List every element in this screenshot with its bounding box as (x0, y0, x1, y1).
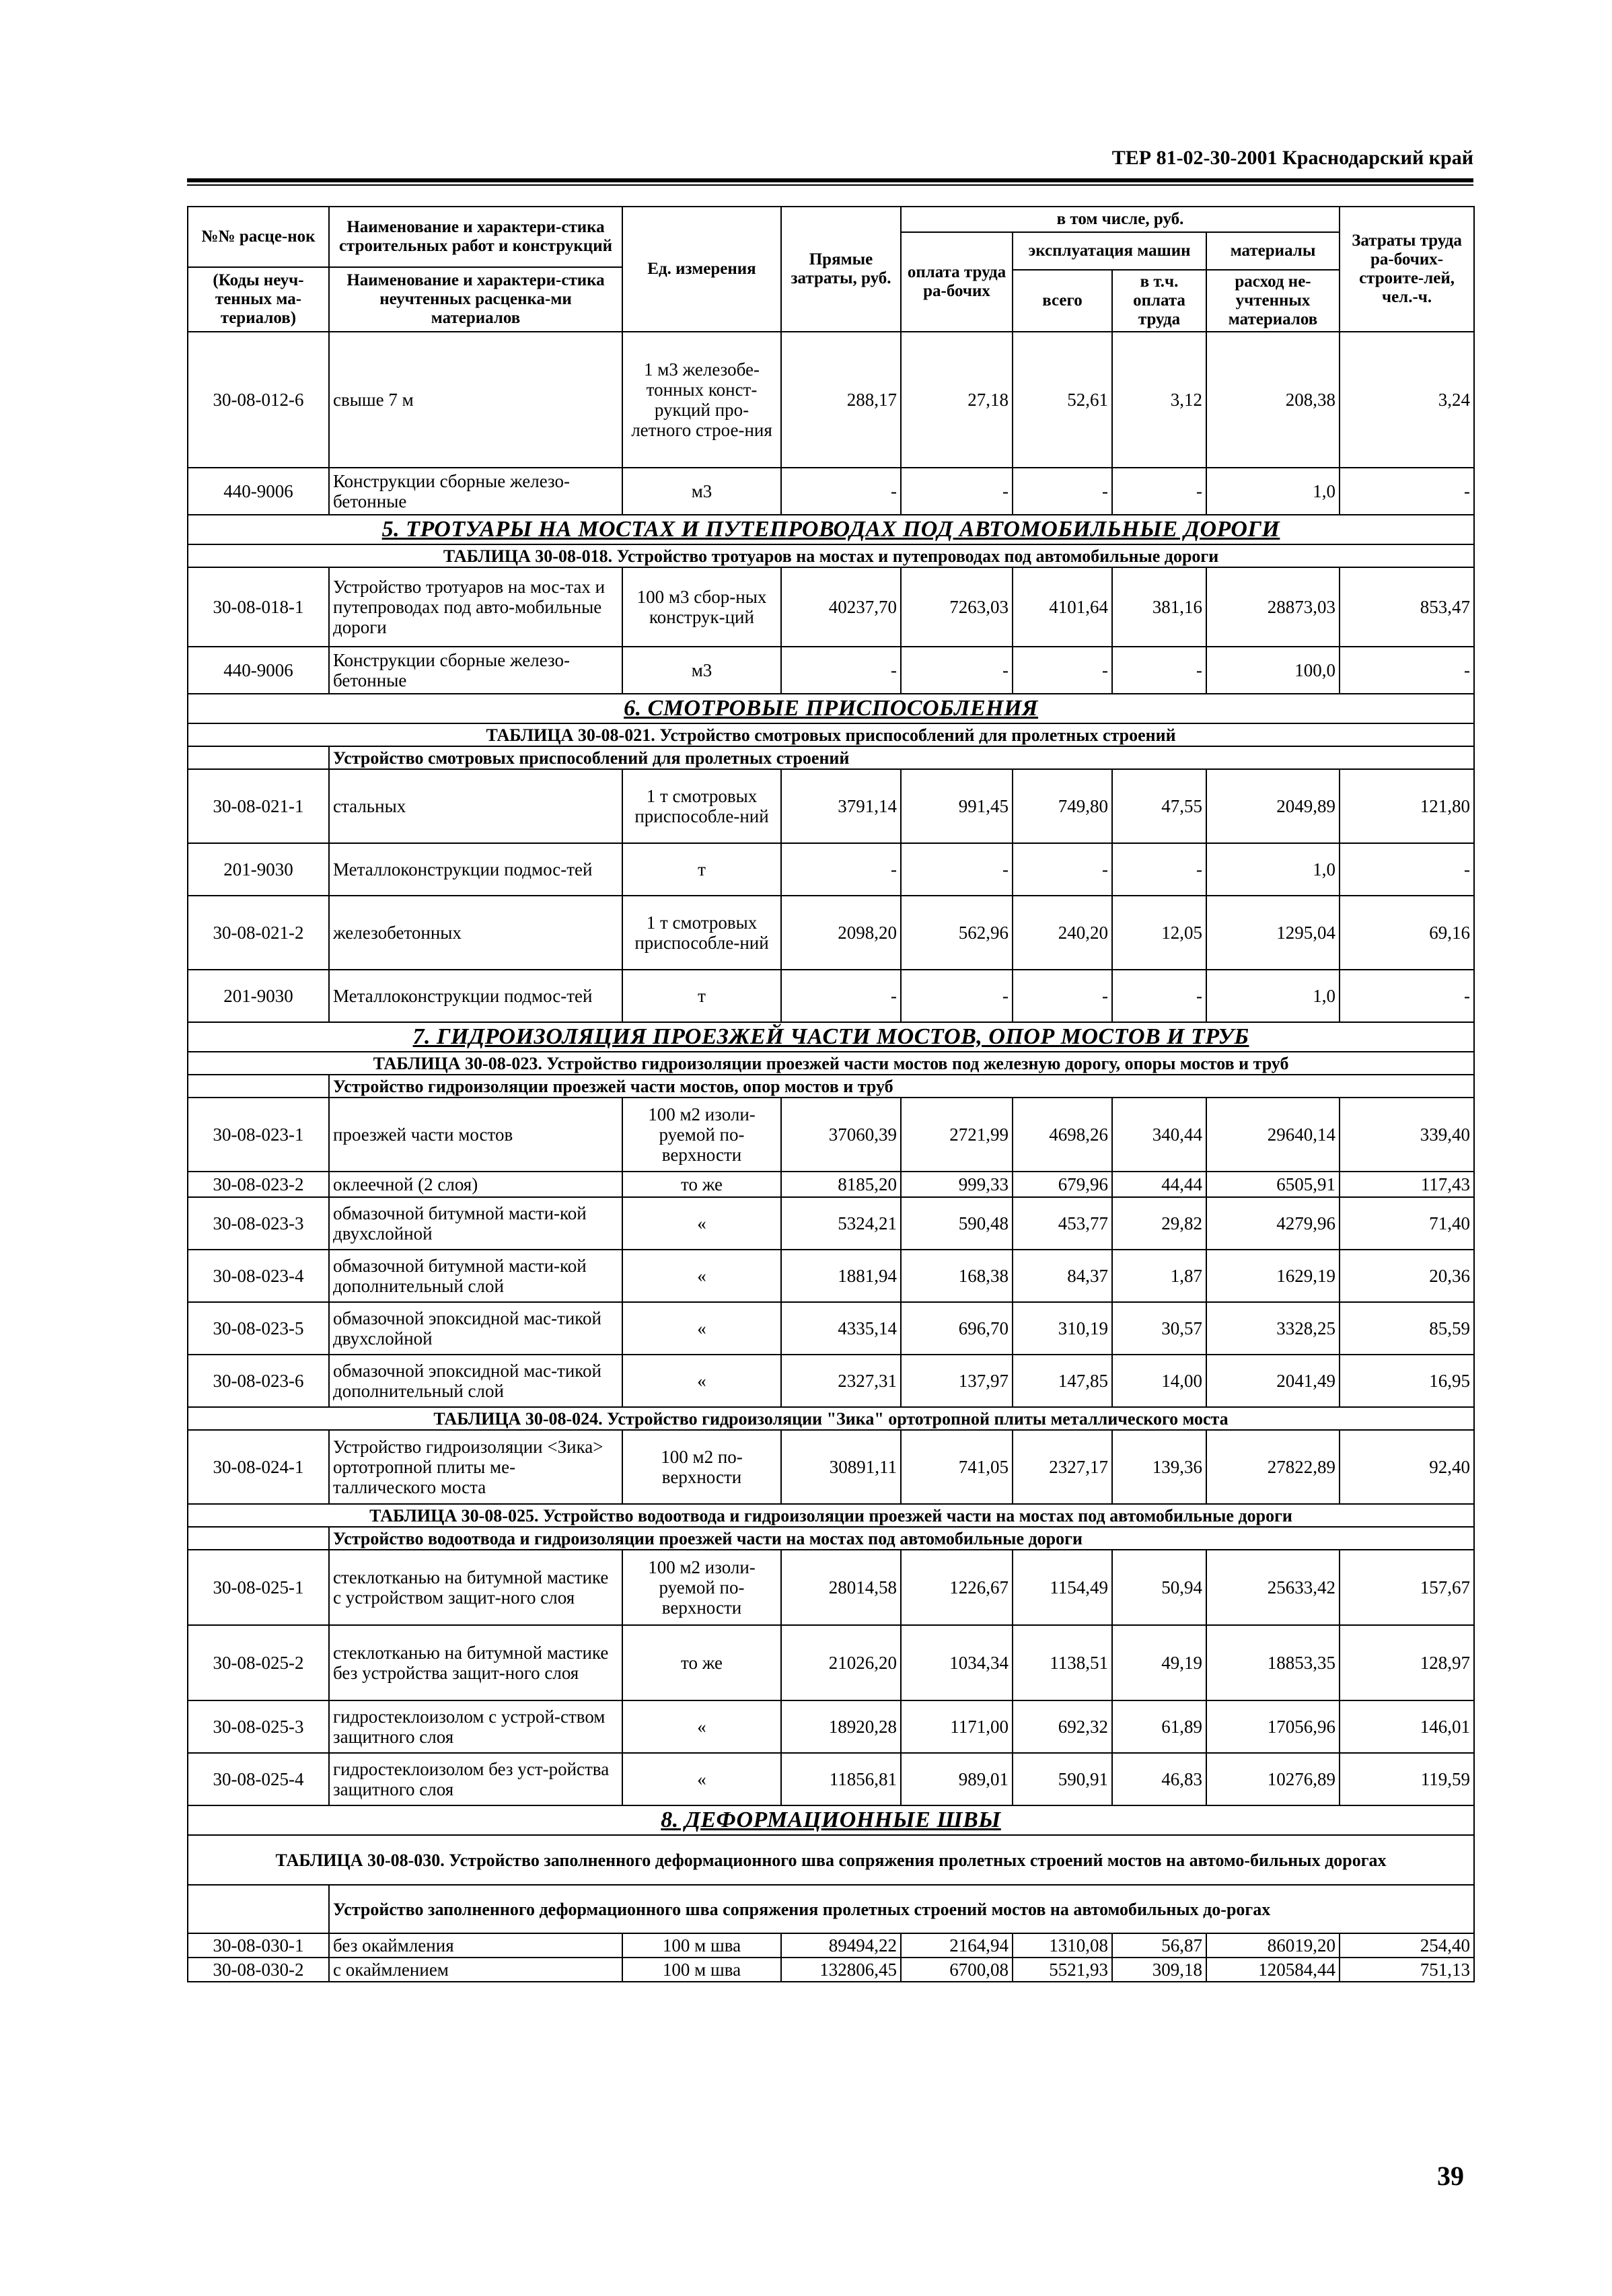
rate-unit: « (622, 1197, 781, 1250)
document-header: ТЕР 81-02-30-2001 Краснодарский край (1111, 147, 1473, 169)
table-subheading (188, 1527, 1474, 1550)
rate-wage: 991,45 (901, 769, 1013, 843)
table-30-08-025-title: ТАБЛИЦА 30-08-025. Устройство водоотвода и гидроизоляции проезжей части на мостах под автомобильные дороги (188, 1504, 1474, 1527)
rate-machines-wage: 46,83 (1112, 1753, 1206, 1805)
rate-machines: 1138,51 (1013, 1625, 1112, 1700)
material-name: Металлоконструкции подмос-тей (329, 970, 622, 1022)
rate-name: обмазочной эпоксидной мас-тикой дополнительный слой (329, 1355, 622, 1407)
rate-machines-wage: 1,87 (1112, 1250, 1206, 1302)
rate-labor: 16,95 (1340, 1355, 1474, 1407)
rate-materials: 208,38 (1206, 332, 1340, 468)
rate-machines-wage: 44,44 (1112, 1172, 1206, 1197)
rate-wage: 7263,03 (901, 567, 1013, 647)
rate-direct: 28014,58 (781, 1550, 901, 1625)
rate-machines: - (1013, 970, 1112, 1022)
rate-machines-wage: 381,16 (1112, 567, 1206, 647)
table-row (188, 1355, 1474, 1407)
rate-unit: 100 м шва (622, 1933, 781, 1958)
rate-wage: 590,48 (901, 1197, 1013, 1250)
rate-name: стальных (329, 769, 622, 843)
rate-machines: 84,37 (1013, 1250, 1112, 1302)
rates-table (187, 206, 1475, 1982)
rate-labor: 119,59 (1340, 1753, 1474, 1805)
rate-direct: - (781, 970, 901, 1022)
rate-direct: 2098,20 (781, 896, 901, 970)
rate-code: 30-08-024-1 (188, 1430, 329, 1504)
rate-direct: 11856,81 (781, 1753, 901, 1805)
material-code: 440-9006 (188, 468, 329, 515)
rate-unit: 100 м2 изоли-руемой по-верхности (622, 1098, 781, 1172)
rate-unit: 1 т смотровых приспособле-ний (622, 769, 781, 843)
rate-labor: 92,40 (1340, 1430, 1474, 1504)
rate-machines: 2327,17 (1013, 1430, 1112, 1504)
col-machines-total: всего (1013, 270, 1112, 332)
header-rule (187, 178, 1473, 182)
material-name: Конструкции сборные железо-бетонные (329, 647, 622, 694)
rate-machines-wage: 61,89 (1112, 1700, 1206, 1753)
table-30-08-021-subtitle: Устройство смотровых приспособлений для пролетных строений (329, 746, 1474, 769)
rate-wage: 27,18 (901, 332, 1013, 468)
col-labor: Затраты труда ра-бочих-строите-лей, чел.-ч. (1340, 207, 1474, 332)
section-heading (188, 694, 1474, 723)
table-subheading (188, 1075, 1474, 1098)
rate-wage: 696,70 (901, 1302, 1013, 1355)
rate-labor: 117,43 (1340, 1172, 1474, 1197)
table-30-08-023-subtitle: Устройство гидроизоляции проезжей части мостов, опор мостов и труб (329, 1075, 1474, 1098)
rate-materials: 120584,44 (1206, 1958, 1340, 1982)
rate-labor: - (1340, 843, 1474, 896)
rate-direct: 2327,31 (781, 1355, 901, 1407)
rate-materials: 2049,89 (1206, 769, 1340, 843)
rate-name: с окаймлением (329, 1958, 622, 1982)
rate-wage: 1226,67 (901, 1550, 1013, 1625)
rate-wage: - (901, 468, 1013, 515)
rate-direct: - (781, 468, 901, 515)
col-code-top: №№ расце-нок (188, 207, 329, 267)
table-30-08-024-title: ТАБЛИЦА 30-08-024. Устройство гидроизоляции "Зика" ортотропной плиты металлического моста (188, 1407, 1474, 1430)
rate-name: железобетонных (329, 896, 622, 970)
rate-labor: 71,40 (1340, 1197, 1474, 1250)
col-code-bottom: (Коды неуч-тенных ма-териалов) (188, 267, 329, 332)
col-machines: эксплуатация машин (1013, 232, 1206, 270)
table-row (188, 332, 1474, 468)
table-row (188, 1302, 1474, 1355)
rate-materials: 1,0 (1206, 970, 1340, 1022)
table-heading (188, 1835, 1474, 1885)
rate-code: 30-08-025-1 (188, 1550, 329, 1625)
table-30-08-021-title: ТАБЛИЦА 30-08-021. Устройство смотровых приспособлений для пролетных строений (188, 723, 1474, 746)
col-unit: Ед. измерения (622, 207, 781, 332)
rate-unit: 1 м3 железобе-тонных конст-рукций про-летного строе-ния (622, 332, 781, 468)
table-row (188, 1098, 1474, 1172)
rate-name: обмазочной битумной масти-кой дополнительный слой (329, 1250, 622, 1302)
rate-labor: 751,13 (1340, 1958, 1474, 1982)
rate-unit: « (622, 1250, 781, 1302)
rate-machines-wage: 12,05 (1112, 896, 1206, 970)
rate-wage: 2164,94 (901, 1933, 1013, 1958)
rate-unit: « (622, 1302, 781, 1355)
rate-machines-wage: - (1112, 970, 1206, 1022)
rate-name: свыше 7 м (329, 332, 622, 468)
rate-code: 30-08-023-1 (188, 1098, 329, 1172)
rate-materials: 1295,04 (1206, 896, 1340, 970)
rate-direct: - (781, 843, 901, 896)
rate-wage: 168,38 (901, 1250, 1013, 1302)
section-heading (188, 515, 1474, 544)
rate-unit: то же (622, 1625, 781, 1700)
rate-name: стеклотканью на битумной мастике с устройством защит-ного слоя (329, 1550, 622, 1625)
rate-materials: 2041,49 (1206, 1355, 1340, 1407)
rate-direct: 5324,21 (781, 1197, 901, 1250)
rate-unit: « (622, 1753, 781, 1805)
rate-wage: 137,97 (901, 1355, 1013, 1407)
rate-materials: 6505,91 (1206, 1172, 1340, 1197)
rate-machines-wage: 14,00 (1112, 1355, 1206, 1407)
rate-name: гидростеклоизолом без уст-ройства защитного слоя (329, 1753, 622, 1805)
rate-unit: то же (622, 1172, 781, 1197)
section-heading (188, 1022, 1474, 1052)
material-code: 201-9030 (188, 970, 329, 1022)
rate-wage: - (901, 970, 1013, 1022)
rate-machines: 453,77 (1013, 1197, 1112, 1250)
section-5-title: 5. ТРОТУАРЫ НА МОСТАХ И ПУТЕПРОВОДАХ ПОД АВТОМОБИЛЬНЫЕ ДОРОГИ (188, 515, 1474, 544)
table-row (188, 647, 1474, 694)
material-unit: м3 (622, 468, 781, 515)
rate-direct: 21026,20 (781, 1625, 901, 1700)
table-row (188, 1197, 1474, 1250)
rate-labor: 853,47 (1340, 567, 1474, 647)
rate-machines: 4101,64 (1013, 567, 1112, 647)
rate-machines-wage: 49,19 (1112, 1625, 1206, 1700)
rate-materials: 86019,20 (1206, 1933, 1340, 1958)
rate-direct: - (781, 647, 901, 694)
material-code: 440-9006 (188, 647, 329, 694)
rate-labor: 254,40 (1340, 1933, 1474, 1958)
table-row (188, 1933, 1474, 1958)
rate-labor: 121,80 (1340, 769, 1474, 843)
rate-direct: 288,17 (781, 332, 901, 468)
col-machines-wage: в т.ч. оплата труда (1112, 270, 1206, 332)
table-heading (188, 1504, 1474, 1527)
material-name: Конструкции сборные железо-бетонные (329, 468, 622, 515)
rate-direct: 89494,22 (781, 1933, 901, 1958)
rate-wage: - (901, 647, 1013, 694)
rate-materials: 25633,42 (1206, 1550, 1340, 1625)
rate-labor: 69,16 (1340, 896, 1474, 970)
rate-machines-wage: - (1112, 843, 1206, 896)
material-unit: т (622, 970, 781, 1022)
col-materials: материалы (1206, 232, 1340, 270)
rate-labor: - (1340, 647, 1474, 694)
rate-unit: 1 т смотровых приспособле-ний (622, 896, 781, 970)
rate-code: 30-08-018-1 (188, 567, 329, 647)
rate-machines: 590,91 (1013, 1753, 1112, 1805)
table-row (188, 970, 1474, 1022)
rate-code: 30-08-025-3 (188, 1700, 329, 1753)
rate-labor: 85,59 (1340, 1302, 1474, 1355)
rate-materials: 28873,03 (1206, 567, 1340, 647)
rate-name: оклеечной (2 слоя) (329, 1172, 622, 1197)
rate-wage: 6700,08 (901, 1958, 1013, 1982)
rate-materials: 100,0 (1206, 647, 1340, 694)
material-name: Металлоконструкции подмос-тей (329, 843, 622, 896)
rate-machines: 147,85 (1013, 1355, 1112, 1407)
rate-machines-wage: 29,82 (1112, 1197, 1206, 1250)
rate-labor: 146,01 (1340, 1700, 1474, 1753)
section-6-title: 6. СМОТРОВЫЕ ПРИСПОСОБЛЕНИЯ (188, 694, 1474, 723)
rate-wage: 562,96 (901, 896, 1013, 970)
col-direct: Прямые затраты, руб. (781, 207, 901, 332)
rate-materials: 10276,89 (1206, 1753, 1340, 1805)
section-7-title: 7. ГИДРОИЗОЛЯЦИЯ ПРОЕЗЖЕЙ ЧАСТИ МОСТОВ, ОПОР МОСТОВ И ТРУБ (188, 1022, 1474, 1052)
rate-code: 30-08-023-4 (188, 1250, 329, 1302)
material-unit: м3 (622, 647, 781, 694)
rate-direct: 8185,20 (781, 1172, 901, 1197)
table-row (188, 1172, 1474, 1197)
rate-machines-wage: 309,18 (1112, 1958, 1206, 1982)
table-row (188, 843, 1474, 896)
rate-wage: 741,05 (901, 1430, 1013, 1504)
material-unit: т (622, 843, 781, 896)
section-8-title: 8. ДЕФОРМАЦИОННЫЕ ШВЫ (188, 1805, 1474, 1835)
rate-machines-wage: 139,36 (1112, 1430, 1206, 1504)
rate-labor: - (1340, 970, 1474, 1022)
rate-labor: 128,97 (1340, 1625, 1474, 1700)
blank-cell (188, 746, 329, 769)
table-heading (188, 1052, 1474, 1075)
rate-materials: 27822,89 (1206, 1430, 1340, 1504)
rate-code: 30-08-012-6 (188, 332, 329, 468)
table-subheading (188, 746, 1474, 769)
rate-name: проезжей части мостов (329, 1098, 622, 1172)
rate-machines: - (1013, 843, 1112, 896)
table-row (188, 1550, 1474, 1625)
rate-labor: 20,36 (1340, 1250, 1474, 1302)
rate-machines-wage: 50,94 (1112, 1550, 1206, 1625)
rate-labor: - (1340, 468, 1474, 515)
rate-code: 30-08-025-4 (188, 1753, 329, 1805)
col-name-top: Наименование и характери-стика строительных работ и конструкций (329, 207, 622, 267)
table-30-08-025-subtitle: Устройство водоотвода и гидроизоляции проезжей части на мостах под автомобильные дороги (329, 1527, 1474, 1550)
rate-materials: 1,0 (1206, 468, 1340, 515)
col-incl: в том числе, руб. (901, 207, 1340, 232)
rate-code: 30-08-025-2 (188, 1625, 329, 1700)
table-row (188, 567, 1474, 647)
rate-name: стеклотканью на битумной мастике без устройства защит-ного слоя (329, 1625, 622, 1700)
rate-name: Устройство гидроизоляции <Зика> ортотропной плиты ме-таллического моста (329, 1430, 622, 1504)
rate-machines: 1154,49 (1013, 1550, 1112, 1625)
table-row (188, 1625, 1474, 1700)
rate-wage: 2721,99 (901, 1098, 1013, 1172)
rate-code: 30-08-021-2 (188, 896, 329, 970)
rate-direct: 3791,14 (781, 769, 901, 843)
col-name-bottom: Наименование и характери-стика неучтенных расценка-ми материалов (329, 267, 622, 332)
rate-unit: « (622, 1355, 781, 1407)
rate-wage: 989,01 (901, 1753, 1013, 1805)
rate-code: 30-08-021-1 (188, 769, 329, 843)
rate-machines-wage: 3,12 (1112, 332, 1206, 468)
rate-wage: 1171,00 (901, 1700, 1013, 1753)
rate-materials: 17056,96 (1206, 1700, 1340, 1753)
blank-cell (188, 1527, 329, 1550)
rate-machines: 749,80 (1013, 769, 1112, 843)
table-30-08-030-subtitle: Устройство заполненного деформационного шва сопряжения пролетных строений мостов на автомобильных до-рогах (329, 1885, 1474, 1933)
rate-machines: 679,96 (1013, 1172, 1112, 1197)
rate-machines: - (1013, 647, 1112, 694)
table-row (188, 1753, 1474, 1805)
rate-labor: 157,67 (1340, 1550, 1474, 1625)
rate-materials: 18853,35 (1206, 1625, 1340, 1700)
rate-name: Устройство тротуаров на мос-тах и путепроводах под авто-мобильные дороги (329, 567, 622, 647)
rate-machines: 310,19 (1013, 1302, 1112, 1355)
rate-name: обмазочной эпоксидной мас-тикой двухслойной (329, 1302, 622, 1355)
table-row (188, 468, 1474, 515)
blank-cell (188, 1075, 329, 1098)
rate-machines: 52,61 (1013, 332, 1112, 468)
rate-machines: 1310,08 (1013, 1933, 1112, 1958)
col-wage: оплата труда ра-бочих (901, 232, 1013, 332)
table-row (188, 1250, 1474, 1302)
rate-materials: 1629,19 (1206, 1250, 1340, 1302)
rate-materials: 29640,14 (1206, 1098, 1340, 1172)
rate-direct: 37060,39 (781, 1098, 901, 1172)
rate-name: без окаймления (329, 1933, 622, 1958)
rate-materials: 4279,96 (1206, 1197, 1340, 1250)
rate-materials: 1,0 (1206, 843, 1340, 896)
rate-unit: « (622, 1700, 781, 1753)
rate-machines-wage: 56,87 (1112, 1933, 1206, 1958)
rate-direct: 30891,11 (781, 1430, 901, 1504)
rate-machines: - (1013, 468, 1112, 515)
rate-code: 30-08-030-2 (188, 1958, 329, 1982)
table-row (188, 896, 1474, 970)
rate-materials: 3328,25 (1206, 1302, 1340, 1355)
rate-direct: 1881,94 (781, 1250, 901, 1302)
rate-wage: 1034,34 (901, 1625, 1013, 1700)
table-heading (188, 1407, 1474, 1430)
col-materials-use: расход не-учтенных материалов (1206, 270, 1340, 332)
material-code: 201-9030 (188, 843, 329, 896)
rate-code: 30-08-023-2 (188, 1172, 329, 1197)
table-row (188, 769, 1474, 843)
table-30-08-018-title: ТАБЛИЦА 30-08-018. Устройство тротуаров на мостах и путепроводах под автомобильные дороги (188, 544, 1474, 567)
rate-machines-wage: 340,44 (1112, 1098, 1206, 1172)
rate-name: обмазочной битумной масти-кой двухслойной (329, 1197, 622, 1250)
rate-machines-wage: 30,57 (1112, 1302, 1206, 1355)
table-row (188, 1700, 1474, 1753)
rate-wage: - (901, 843, 1013, 896)
table-30-08-030-title: ТАБЛИЦА 30-08-030. Устройство заполненного деформационного шва сопряжения пролетных строений мостов на автомо-бильных дорогах (188, 1835, 1474, 1885)
table-heading (188, 723, 1474, 746)
rate-machines: 5521,93 (1013, 1958, 1112, 1982)
rate-wage: 999,33 (901, 1172, 1013, 1197)
rate-unit: 100 м2 изоли-руемой по-верхности (622, 1550, 781, 1625)
rate-code: 30-08-030-1 (188, 1933, 329, 1958)
rate-labor: 339,40 (1340, 1098, 1474, 1172)
table-row (188, 1430, 1474, 1504)
rate-direct: 40237,70 (781, 567, 901, 647)
rate-machines-wage: 47,55 (1112, 769, 1206, 843)
table-30-08-023-title: ТАБЛИЦА 30-08-023. Устройство гидроизоляции проезжей части мостов под железную дорогу, опоры мостов и труб (188, 1052, 1474, 1075)
section-heading (188, 1805, 1474, 1835)
rate-unit: 100 м2 по-верхности (622, 1430, 781, 1504)
blank-cell (188, 1885, 329, 1933)
rate-direct: 18920,28 (781, 1700, 901, 1753)
rate-unit: 100 м шва (622, 1958, 781, 1982)
rate-name: гидростеклоизолом с устрой-ством защитного слоя (329, 1700, 622, 1753)
rate-machines: 4698,26 (1013, 1098, 1112, 1172)
rate-machines-wage: - (1112, 468, 1206, 515)
rate-code: 30-08-023-3 (188, 1197, 329, 1250)
rate-direct: 4335,14 (781, 1302, 901, 1355)
rate-labor: 3,24 (1340, 332, 1474, 468)
rate-machines: 240,20 (1013, 896, 1112, 970)
rate-code: 30-08-023-6 (188, 1355, 329, 1407)
table-heading (188, 544, 1474, 567)
rate-direct: 132806,45 (781, 1958, 901, 1982)
rate-machines: 692,32 (1013, 1700, 1112, 1753)
rate-code: 30-08-023-5 (188, 1302, 329, 1355)
rate-machines-wage: - (1112, 647, 1206, 694)
header-rule-thin (187, 184, 1473, 186)
table-row (188, 1958, 1474, 1982)
table-subheading (188, 1885, 1474, 1933)
rate-unit: 100 м3 сбор-ных конструк-ций (622, 567, 781, 647)
page-number: 39 (1437, 2161, 1464, 2191)
